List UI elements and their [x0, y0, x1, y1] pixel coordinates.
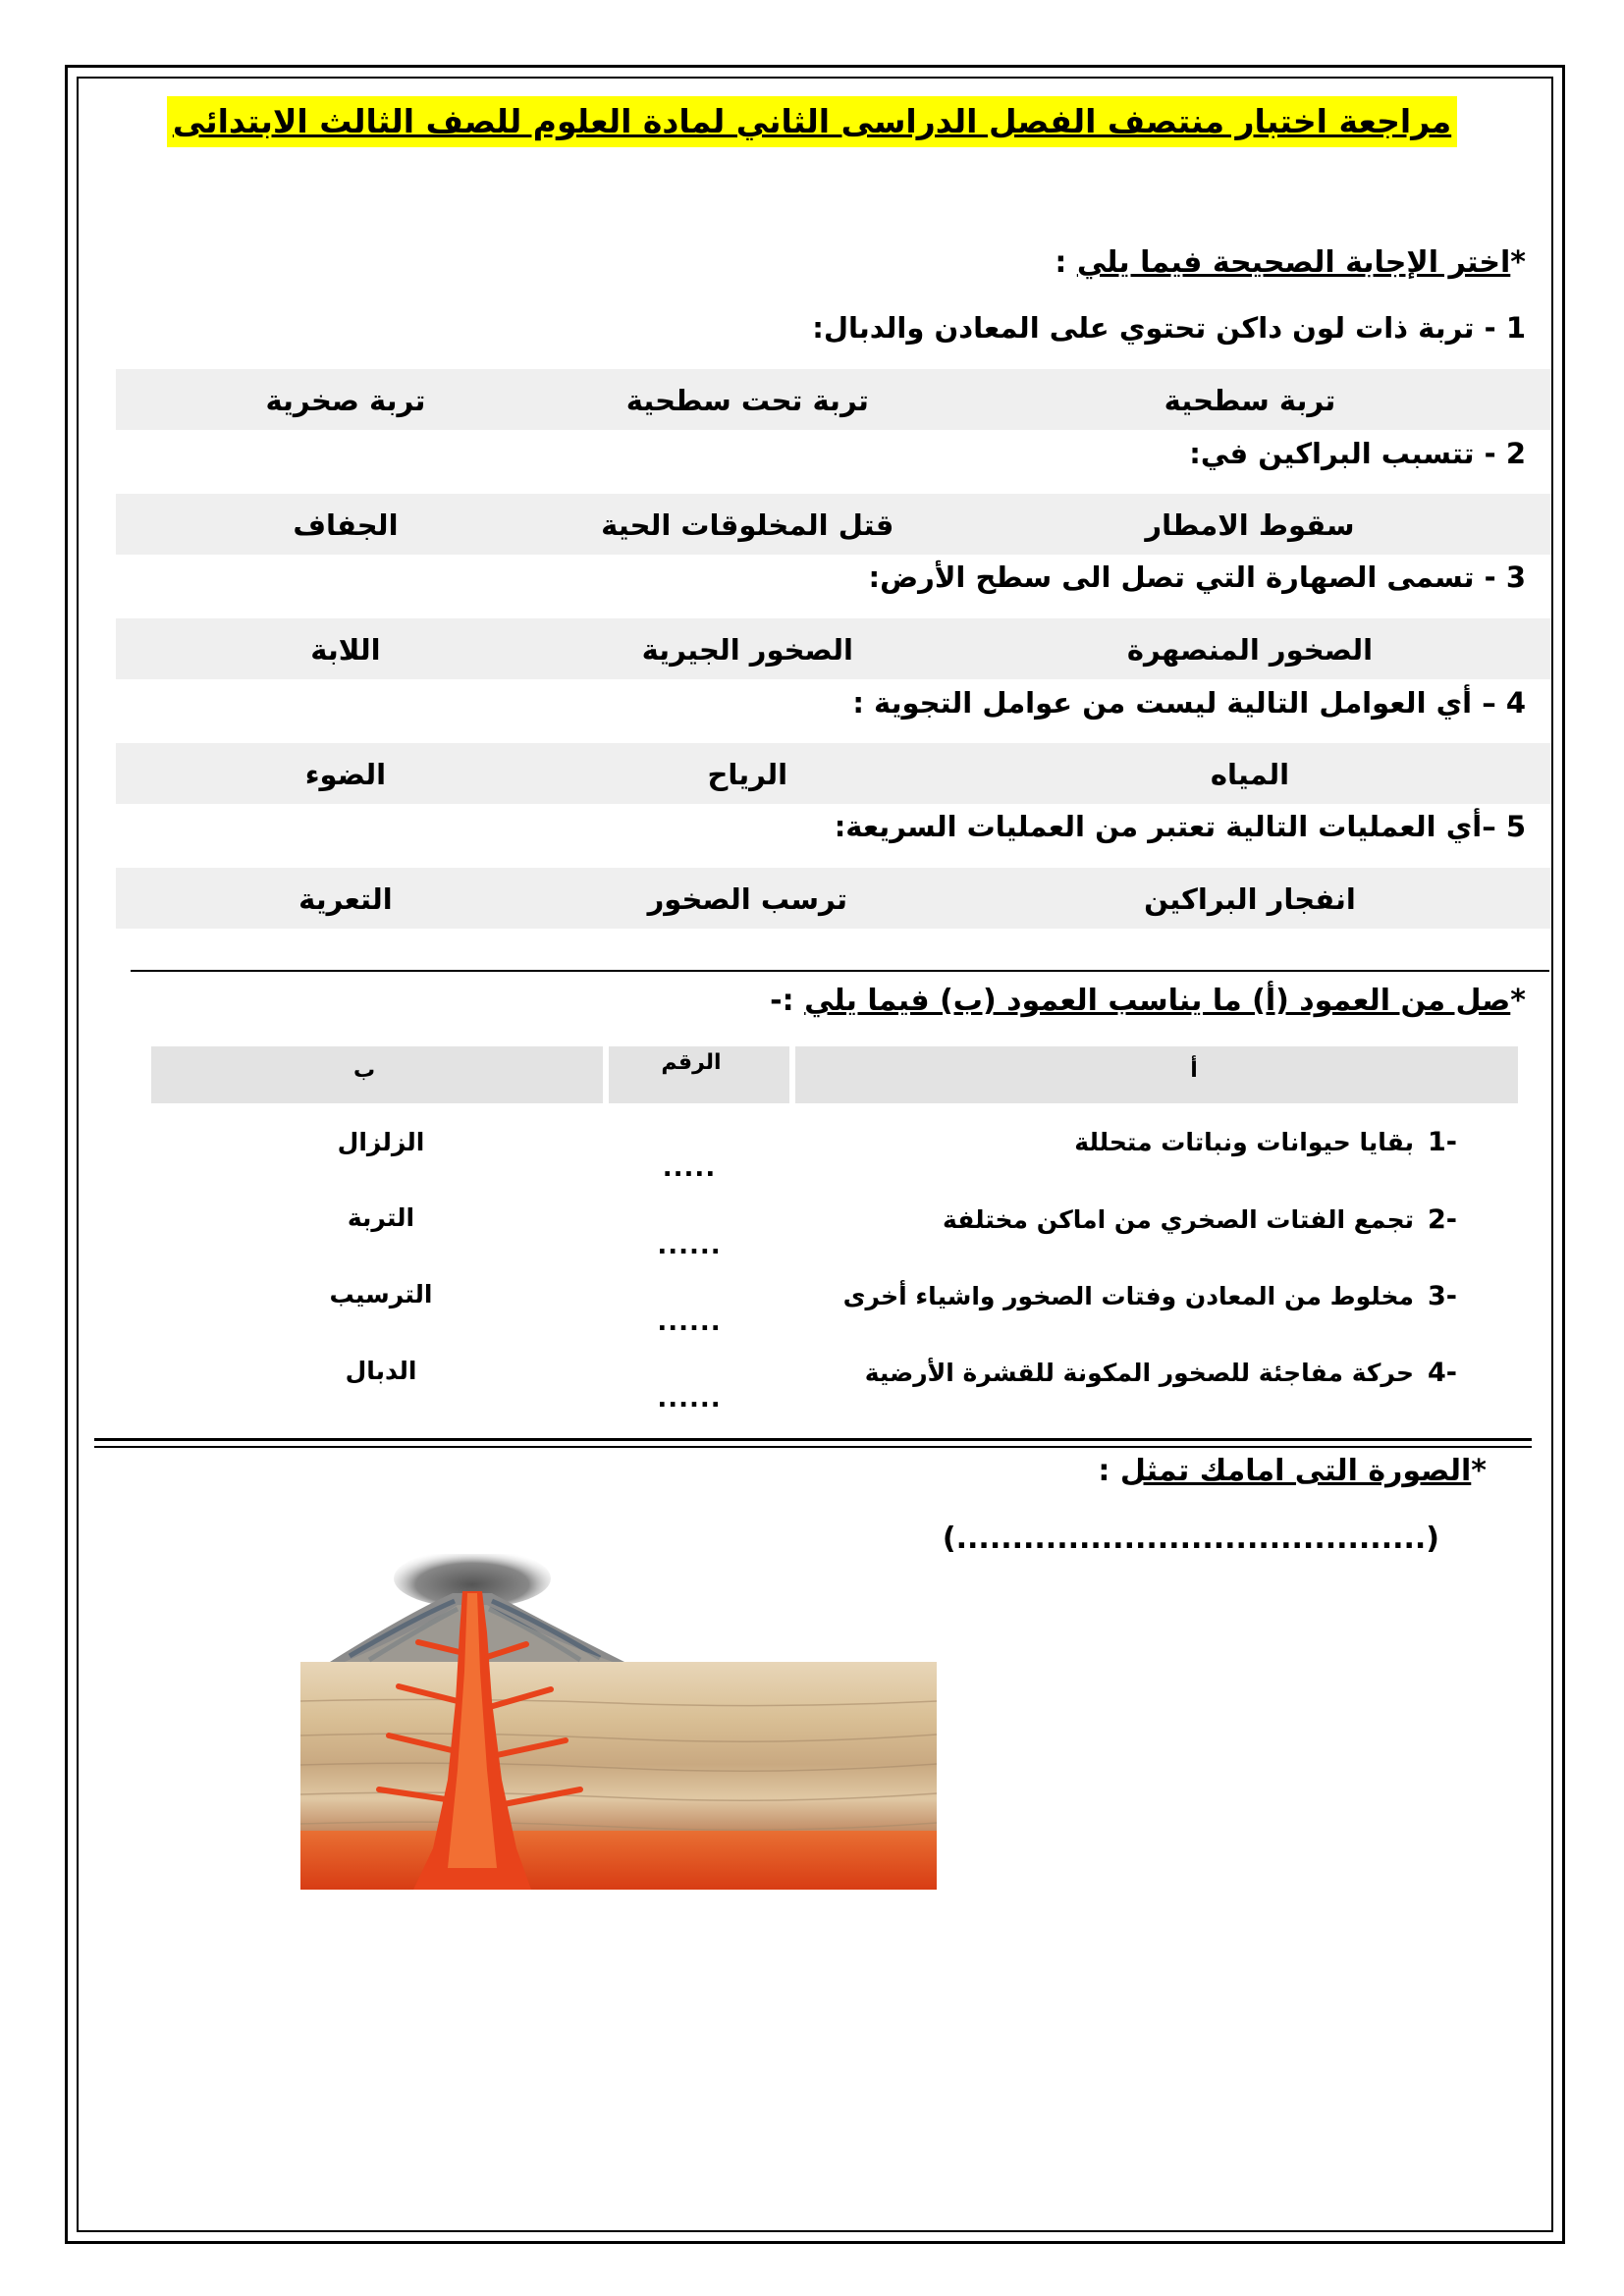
- question-3: 3 - تسمى الصهارة التي تصل الى سطح الأرض:: [868, 561, 1526, 594]
- match-row-3-blank[interactable]: ......: [657, 1308, 722, 1337]
- volcano-image: [300, 1554, 937, 1890]
- header-col-num: الرقم: [661, 1050, 722, 1075]
- option-3-a[interactable]: الصخور المنصهرة: [1126, 633, 1374, 667]
- question-4: 4 – أي العوامل التالية ليست من عوامل التجوية :: [852, 686, 1526, 720]
- header-col-b: ب: [352, 1058, 376, 1083]
- section2-heading-suffix: :-: [770, 984, 805, 1018]
- match-row-1-num: -1: [1427, 1127, 1457, 1157]
- header-separator-2: [789, 1046, 795, 1103]
- question-5: 5 –أي العمليات التالية تعتبر من العمليات السريعة:: [834, 810, 1526, 843]
- option-3-c[interactable]: اللابة: [310, 633, 381, 667]
- option-4-a[interactable]: المياه: [1210, 758, 1290, 791]
- option-2-c[interactable]: الجفاف: [293, 508, 399, 542]
- options-row-2: [116, 494, 1551, 555]
- section3-heading-suffix: :: [1098, 1454, 1120, 1488]
- match-row-2-num: -2: [1427, 1204, 1457, 1235]
- match-row-1-b: الزلزال: [337, 1128, 425, 1156]
- match-row-3-a: [843, 1280, 1457, 1313]
- option-4-b[interactable]: الرياح: [707, 758, 788, 791]
- match-row-4-blank[interactable]: ......: [657, 1384, 722, 1414]
- match-row-4-num: -4: [1427, 1358, 1457, 1388]
- match-row-2-text: تجمع الفتات الصخري من اماكن مختلفة: [942, 1205, 1414, 1234]
- option-3-b[interactable]: الصخور الجيرية: [641, 633, 853, 667]
- match-row-2-b: التربة: [347, 1203, 415, 1232]
- section3-heading: [1098, 1449, 1487, 1494]
- option-5-c[interactable]: التعرية: [298, 882, 393, 916]
- option-1-c[interactable]: تربة صخرية: [265, 384, 426, 417]
- header-separator-1: [603, 1046, 609, 1103]
- match-row-1-blank[interactable]: .....: [662, 1153, 717, 1183]
- section3-heading-text: الصورة التى امامك تمثل: [1119, 1454, 1472, 1488]
- option-5-a[interactable]: انفجار البراكين: [1144, 882, 1356, 916]
- question-2: 2 - تتسبب البراكين في:: [1189, 437, 1526, 470]
- option-5-b[interactable]: ترسب الصخور: [647, 882, 847, 916]
- option-4-c[interactable]: الضوء: [304, 758, 387, 791]
- section1-heading: [1055, 243, 1526, 283]
- section1-heading-suffix: :: [1055, 245, 1077, 280]
- options-row-1: [116, 369, 1551, 430]
- match-row-2-blank[interactable]: ......: [657, 1231, 722, 1260]
- section-divider-2a: [94, 1438, 1532, 1441]
- option-2-a[interactable]: سقوط الامطار: [1145, 508, 1355, 542]
- section2-star: *: [1510, 984, 1526, 1018]
- match-row-3-text: مخلوط من المعادن وفتات الصخور واشياء أخرى: [842, 1282, 1414, 1310]
- match-row-4-a: [865, 1357, 1457, 1390]
- options-row-3: [116, 618, 1551, 679]
- page-title: مراجعة اختبار منتصف الفصل الدراسى الثاني لمادة العلوم للصف الثالث الابتدائى: [167, 96, 1457, 147]
- matching-header: [151, 1046, 1518, 1103]
- section2-heading: [770, 982, 1526, 1021]
- match-row-3-b: الترسيب: [329, 1280, 433, 1308]
- section3-answer-blank[interactable]: (..........................................): [942, 1522, 1439, 1556]
- section-divider-2b: [94, 1446, 1532, 1448]
- section1-heading-text: اختر الإجابة الصحيحة فيما يلي: [1076, 245, 1511, 280]
- section2-heading-text: صل من العمود (أ) ما يناسب العمود (ب) فيما يلي: [804, 984, 1511, 1018]
- options-row-4: [116, 743, 1551, 804]
- option-1-a[interactable]: تربة سطحية: [1164, 384, 1336, 417]
- section1-star: *: [1510, 245, 1526, 280]
- match-row-4-b: الدبال: [345, 1357, 417, 1385]
- header-col-a: أ: [1190, 1058, 1198, 1083]
- section-divider-1: [131, 970, 1549, 972]
- question-1: 1 - تربة ذات لون داكن تحتوي على المعادن والدبال:: [812, 311, 1526, 345]
- match-row-1-a: [1074, 1126, 1457, 1159]
- option-1-b[interactable]: تربة تحت سطحية: [625, 384, 869, 417]
- match-row-1-text: بقايا حيوانات ونباتات متحللة: [1074, 1128, 1414, 1156]
- magma-chamber: [300, 1831, 937, 1890]
- match-row-2-a: [943, 1203, 1457, 1237]
- options-row-5: [116, 868, 1551, 929]
- title-container: [0, 96, 1624, 147]
- match-row-4-text: حركة مفاجئة للصخور المكونة للقشرة الأرضية: [864, 1359, 1414, 1387]
- match-row-3-num: -3: [1427, 1281, 1457, 1311]
- section3-star: *: [1471, 1454, 1487, 1488]
- option-2-b[interactable]: قتل المخلوقات الحية: [601, 508, 894, 542]
